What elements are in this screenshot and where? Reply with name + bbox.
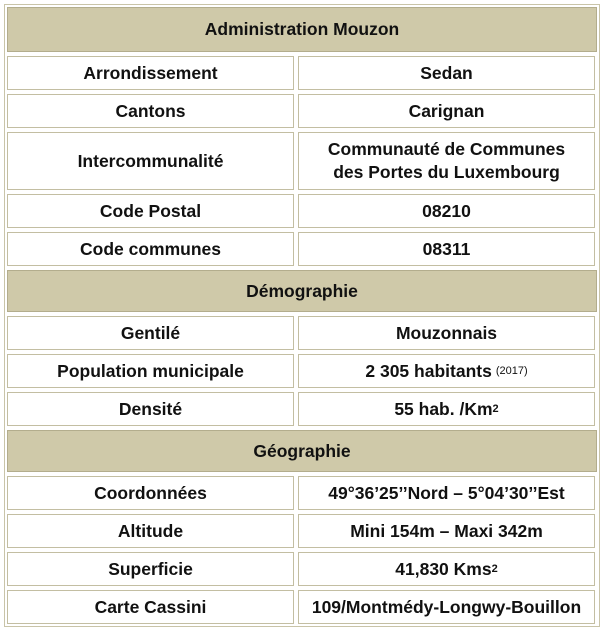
row-label: Intercommunalité (7, 132, 294, 190)
superficie-value: 41,830 Kms (395, 558, 492, 579)
table-row-densite (7, 392, 597, 426)
table-row-gentile (7, 316, 597, 350)
row-value (298, 354, 595, 388)
row-label: Code communes (7, 232, 294, 266)
row-value: 41,830 Kms 2 (298, 552, 595, 586)
row-value-line2: des Portes du Luxembourg (333, 162, 560, 182)
densite-value: 55 hab. /Km (394, 398, 493, 419)
row-value: 109/Montmédy-Longwy-Bouillon (298, 590, 595, 624)
row-value: 55 hab. /Km 2 (298, 392, 595, 426)
table-row-intercommunalite (7, 132, 597, 190)
row-label: Densité (7, 392, 294, 426)
row-value: Mouzonnais (298, 316, 595, 350)
row-label: Arrondissement (7, 56, 294, 90)
row-value (298, 132, 595, 190)
row-value: 49°36’25’’Nord – 5°04’30’’Est (298, 476, 595, 510)
row-label: Carte Cassini (7, 590, 294, 624)
row-label: Gentilé (7, 316, 294, 350)
row-value: 08210 (298, 194, 595, 228)
row-label: Superficie (7, 552, 294, 586)
table-row-arrondissement (7, 56, 597, 90)
section-header-administration: Administration Mouzon (7, 7, 597, 52)
row-value: Carignan (298, 94, 595, 128)
table-row-code-communes (7, 232, 597, 266)
table-row-coordonnees (7, 476, 597, 510)
row-label: Code Postal (7, 194, 294, 228)
row-value-line1: Communauté de Communes (327, 139, 566, 160)
table-row-code-postal (7, 194, 597, 228)
table-row-population (7, 354, 597, 388)
row-value: Mini 154m – Maxi 342m (298, 514, 595, 548)
row-label: Coordonnées (7, 476, 294, 510)
row-label: Cantons (7, 94, 294, 128)
table-row-altitude (7, 514, 597, 548)
table-row-superficie (7, 552, 597, 586)
table-row-carte-cassini (7, 590, 597, 624)
section-header-demographie: Démographie (7, 270, 597, 312)
section-header-geographie: Géographie (7, 430, 597, 472)
table-row-cantons (7, 94, 597, 128)
population-value: 2 305 habitants (365, 360, 492, 381)
info-table (4, 4, 600, 627)
population-year: (2017) (495, 364, 528, 377)
row-value: 08311 (298, 232, 595, 266)
row-value: Sedan (298, 56, 595, 90)
row-label: Altitude (7, 514, 294, 548)
row-label: Population municipale (7, 354, 294, 388)
